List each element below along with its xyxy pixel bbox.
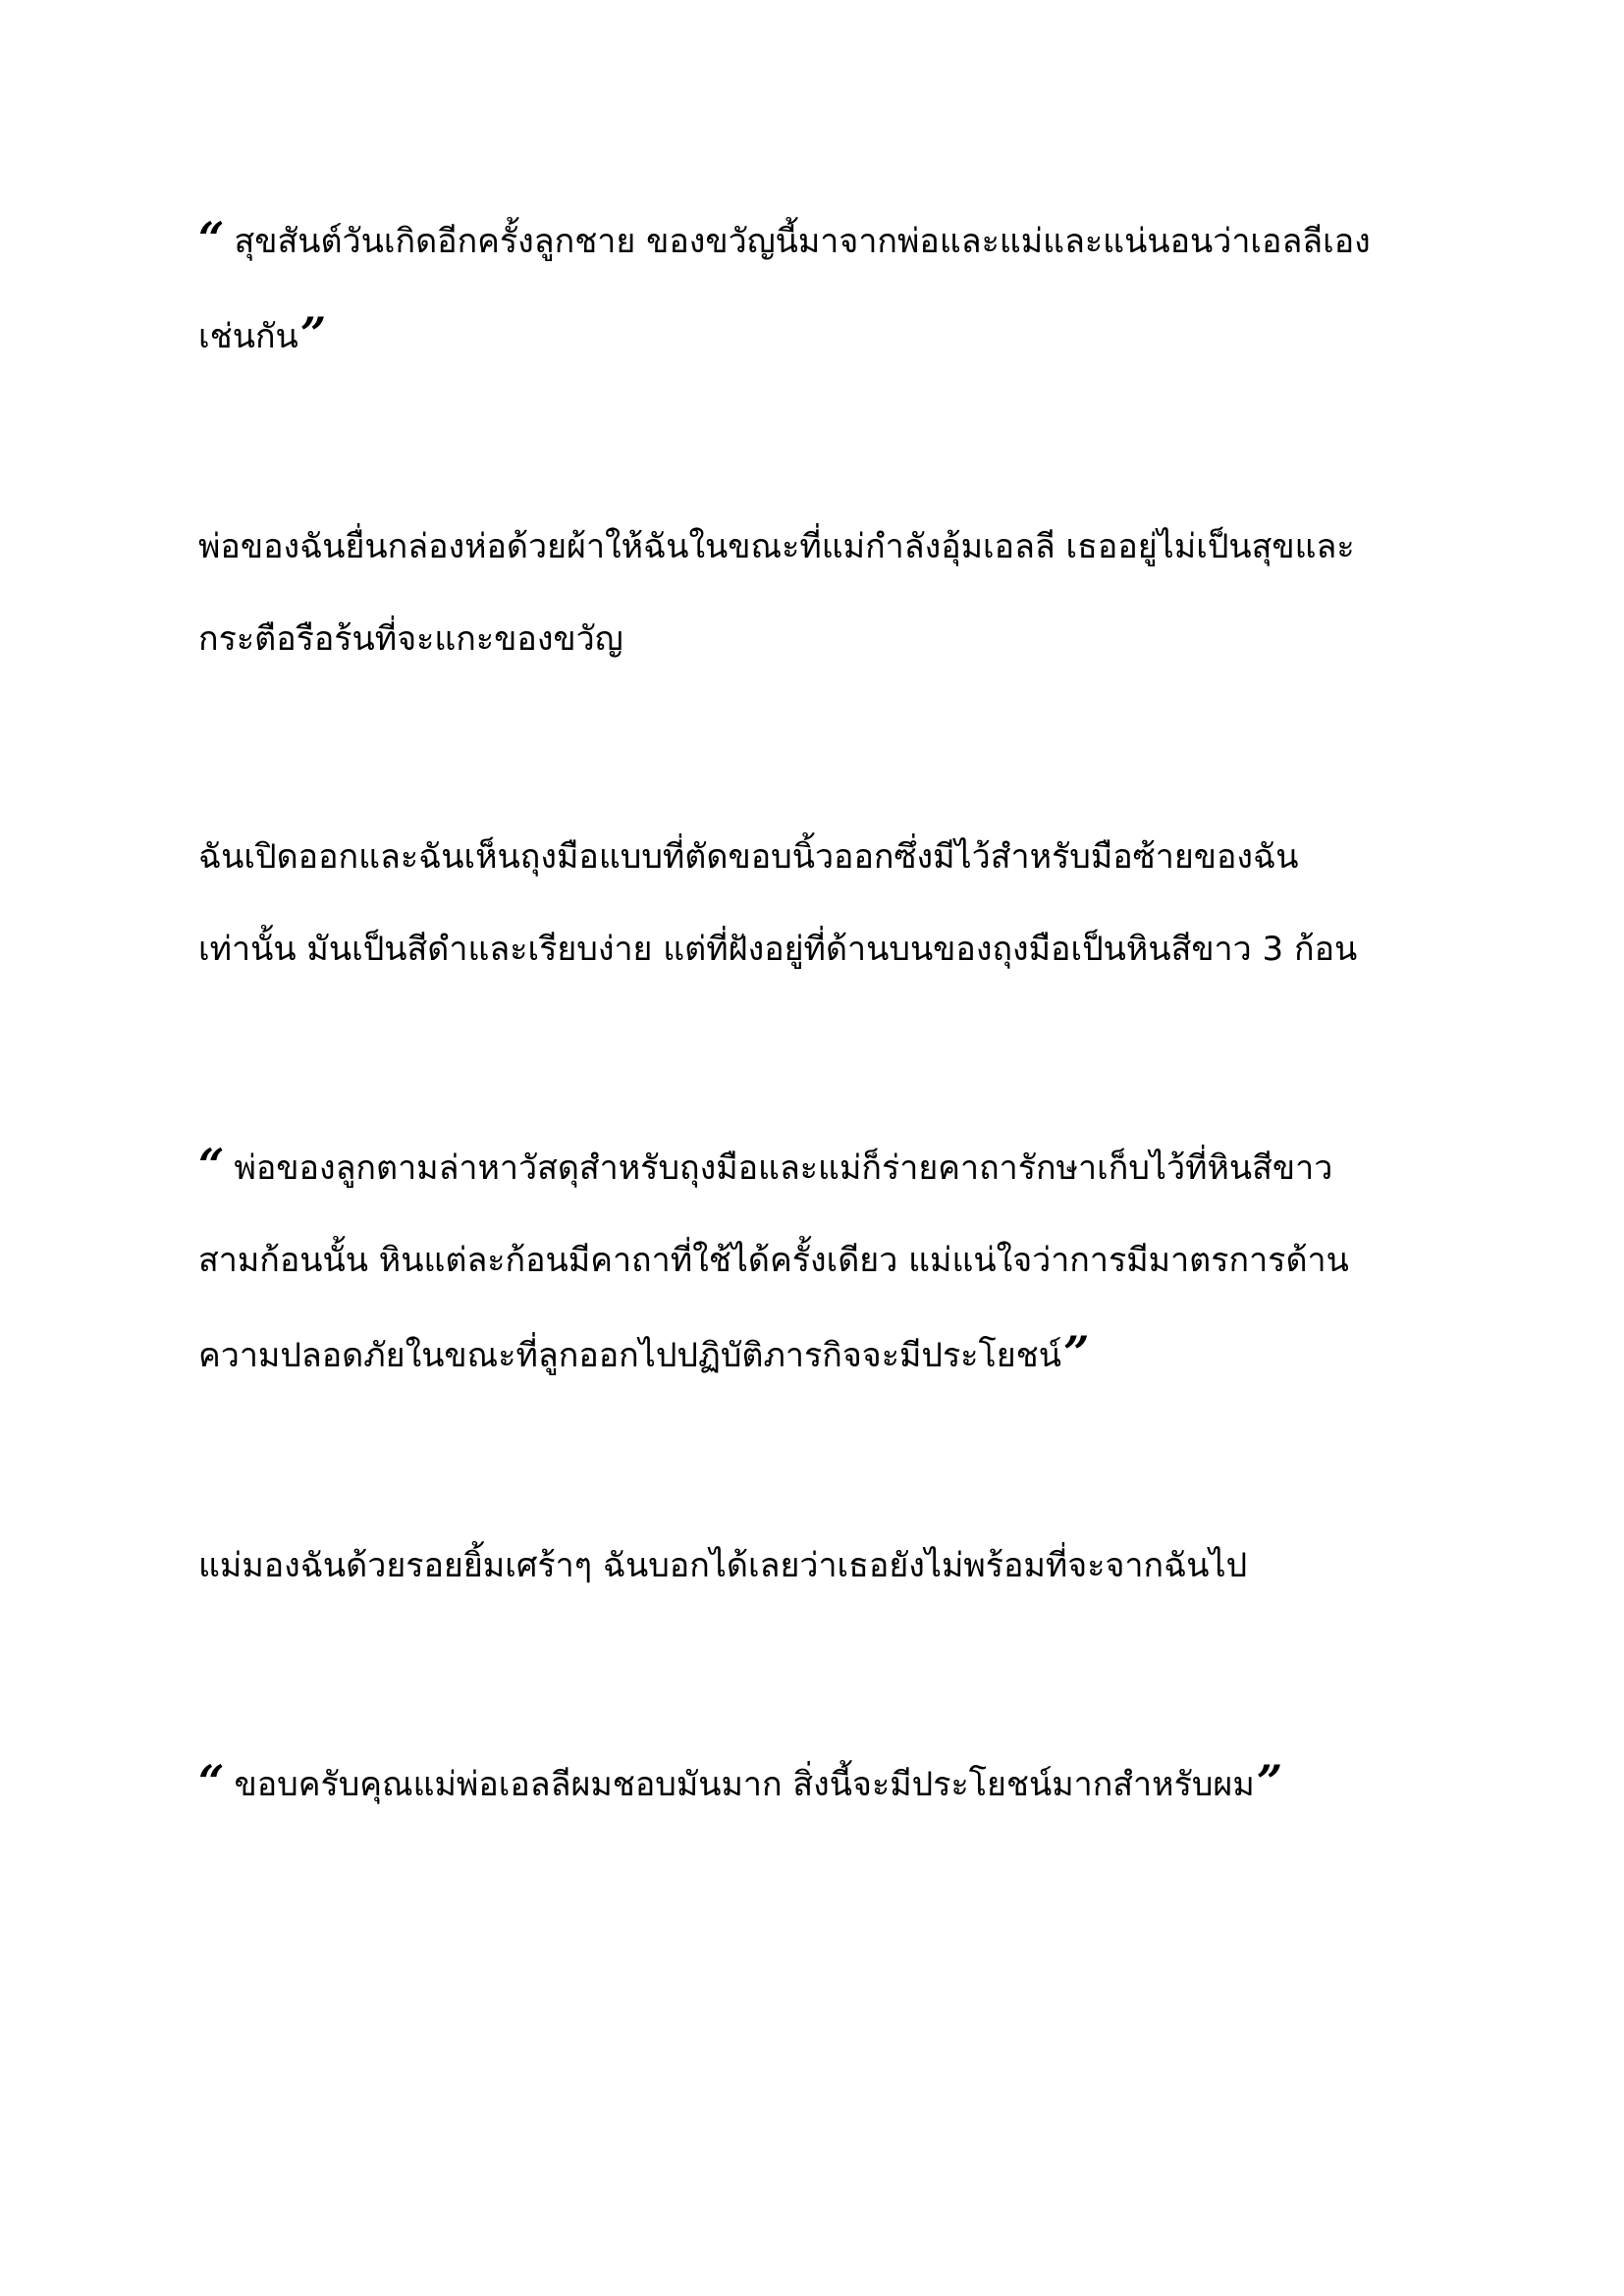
line-text: สุขสันต์วันเกิดอีกครั้งลูกชาย ของขวัญนี้มาจากพ่อและแม่และแน่นอนว่าเอลลีเอง xyxy=(234,222,1371,261)
line-text: ฉันเปิดออกและฉันเห็นถุงมือแบบที่ตัดขอบนิ้วออกซึ่งมีไว้สำหรับมือซ้ายของฉัน xyxy=(198,837,1299,877)
line-text: เท่านั้น มันเป็นสีดำและเรียบง่าย แต่ที่ฝังอยู่ที่ด้านบนของถุงมือเป็นหินสีขาว 3 ก้อน xyxy=(198,930,1358,969)
paragraph-mother-smile xyxy=(198,1520,1475,1612)
paragraph-gift-handover xyxy=(198,501,1475,685)
paragraph-birthday-greeting xyxy=(198,192,1475,383)
open-quote-mark: “ xyxy=(198,1755,225,1808)
paragraph-thank-you xyxy=(198,1735,1475,1831)
line-text: สามก้อนนั้น หินแต่ละก้อนมีคาถาที่ใช้ได้ครั้งเดียว แม่แน่ใจว่าการมีมาตรการด้าน xyxy=(198,1241,1349,1280)
paragraph-parents-explanation xyxy=(198,1119,1475,1402)
text-line xyxy=(198,501,1475,593)
line-text: แม่มองฉันด้วยรอยยิ้มเศร้าๆ ฉันบอกได้เลยว่าเธอยังไม่พร้อมที่จะจากฉันไป xyxy=(198,1546,1248,1585)
line-text: พ่อของลูกตามล่าหาวัสดุสำหรับถุงมือและแม่ก็ร่ายคาถารักษาเก็บไว้ที่หินสีขาว xyxy=(234,1148,1333,1188)
open-quote-mark: “ xyxy=(198,212,225,265)
text-line xyxy=(198,1520,1475,1612)
line-text: พ่อของฉันยื่นกล่องห่อด้วยผ้าให้ฉันในขณะที่แม่กำลังอุ้มเอลลี เธออยู่ไม่เป็นสุขและ xyxy=(198,527,1355,566)
text-line xyxy=(198,1119,1475,1214)
text-line xyxy=(198,1214,1475,1307)
close-quote-mark: ” xyxy=(299,307,327,360)
paragraph-glove-description xyxy=(198,811,1475,995)
line-text: กระตือรือร้นที่จะแกะของขวัญ xyxy=(198,619,623,659)
open-quote-mark: “ xyxy=(198,1139,225,1192)
text-line xyxy=(198,811,1475,903)
text-line xyxy=(198,593,1475,685)
close-quote-mark: ” xyxy=(1062,1326,1090,1379)
text-line xyxy=(198,903,1475,995)
close-quote-mark: ” xyxy=(1256,1755,1283,1808)
line-text: ความปลอดภัยในขณะที่ลูกออกไปปฏิบัติภารกิจจะมีประโยชน์ xyxy=(198,1336,1061,1375)
line-text: ขอบครับคุณแม่พ่อเอลลีผมชอบมันมาก สิ่งนี้จะมีประโยชน์มากสำหรับผม xyxy=(234,1765,1255,1804)
text-line xyxy=(198,288,1475,383)
line-text: เช่นกัน xyxy=(198,317,298,356)
text-line xyxy=(198,1307,1475,1402)
text-line xyxy=(198,192,1475,288)
text-line xyxy=(198,1735,1475,1831)
